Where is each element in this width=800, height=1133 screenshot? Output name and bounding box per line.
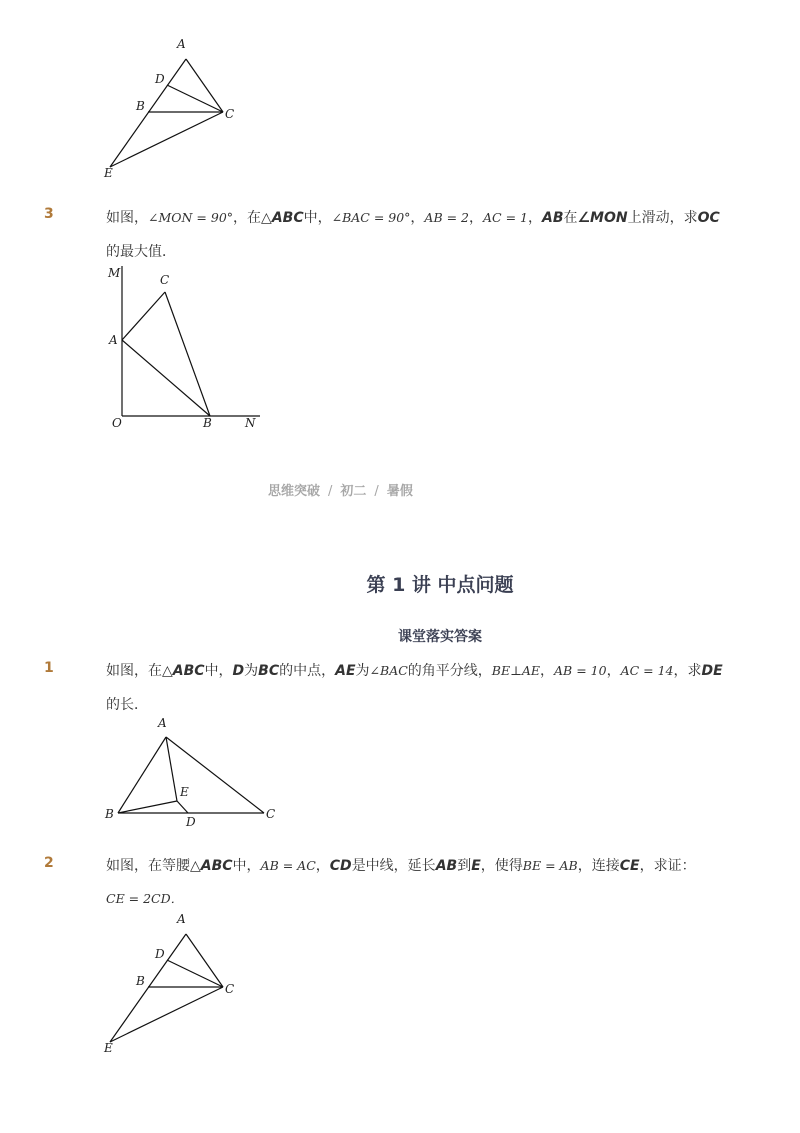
fig-a1-line-BE	[118, 801, 177, 813]
answer-1-text-line1: 如图，在△ABC中，D为BC的中点，AE为∠BAC的角平分线，BE⊥AE，AB = 10，AC = 14，求DE	[106, 663, 723, 679]
fig-a2-label-C: C	[225, 982, 235, 996]
fig-a1-line-AC	[166, 737, 264, 813]
fig-a1-label-C: C	[266, 807, 276, 821]
fig-a1-label-D: D	[186, 815, 196, 829]
fig-a1-line-ED	[177, 801, 188, 813]
fig-a1-line-AE	[166, 737, 177, 801]
fig-a2-line-AC	[186, 934, 223, 987]
fig-a1-label-E: E	[180, 785, 189, 799]
fig3-label-C: C	[160, 273, 170, 287]
fig-top-label-A: A	[177, 37, 186, 51]
fig-top-label-B: B	[136, 99, 145, 113]
fig-top-label-D: D	[155, 72, 165, 86]
answer-2-text-line2: CE = 2CD．	[106, 891, 184, 906]
fig-top-label-E: E	[104, 166, 113, 180]
answer-2-text-line1: 如图，在等腰△ABC中，AB = AC，CD是中线，延长AB到E，使得BE = AB，连接CE，求证：	[106, 858, 696, 874]
fig-a1-label-A: A	[158, 716, 167, 730]
page-footer: 思维突破 / 初二 / 暑假	[268, 484, 413, 499]
figure-angle-bisector	[100, 712, 290, 832]
problem-3-number: 3	[44, 206, 54, 222]
fig-top-line-EA	[110, 59, 186, 167]
answer-1-number: 1	[44, 660, 54, 676]
fig-a1-label-B: B	[105, 807, 114, 821]
fig-a2-label-D: D	[155, 947, 165, 961]
fig3-line-AC	[122, 292, 165, 340]
fig-a2-label-E: E	[104, 1041, 113, 1055]
fig3-label-O: O	[112, 416, 122, 430]
fig3-label-A: A	[109, 333, 118, 347]
section-title: 课堂落实答案	[398, 629, 482, 645]
problem-3-text-line2: 的最大值．	[106, 244, 176, 260]
fig-top-line-AC	[186, 59, 223, 112]
fig-a2-line-EC	[110, 987, 223, 1042]
fig-top-line-EC	[110, 112, 223, 167]
fig3-label-N: N	[245, 416, 256, 430]
fig3-line-CB	[165, 292, 210, 416]
lecture-title: 第 1 讲 中点问题	[366, 574, 514, 596]
answer-1-text-line2: 的长．	[106, 697, 148, 713]
fig-top-line-DC	[167, 85, 223, 112]
figure-isosceles-bottom	[100, 909, 260, 1059]
fig-a2-label-A: A	[177, 912, 186, 926]
fig-a2-line-EA	[110, 934, 186, 1042]
fig3-label-M: M	[108, 266, 121, 280]
answer-2-number: 2	[44, 855, 54, 871]
figure-angle-mon	[100, 262, 270, 437]
fig-a2-line-DC	[167, 960, 223, 987]
fig3-label-B: B	[203, 416, 212, 430]
problem-3-text-line1: 如图，∠MON = 90°，在△ABC中，∠BAC = 90°，AB = 2，AC = 1，AB在∠MON上滑动，求OC	[106, 210, 720, 226]
figure-isosceles-top	[100, 34, 260, 184]
fig-top-label-C: C	[225, 107, 235, 121]
fig-a1-line-AB	[118, 737, 166, 813]
fig-a2-label-B: B	[136, 974, 145, 988]
